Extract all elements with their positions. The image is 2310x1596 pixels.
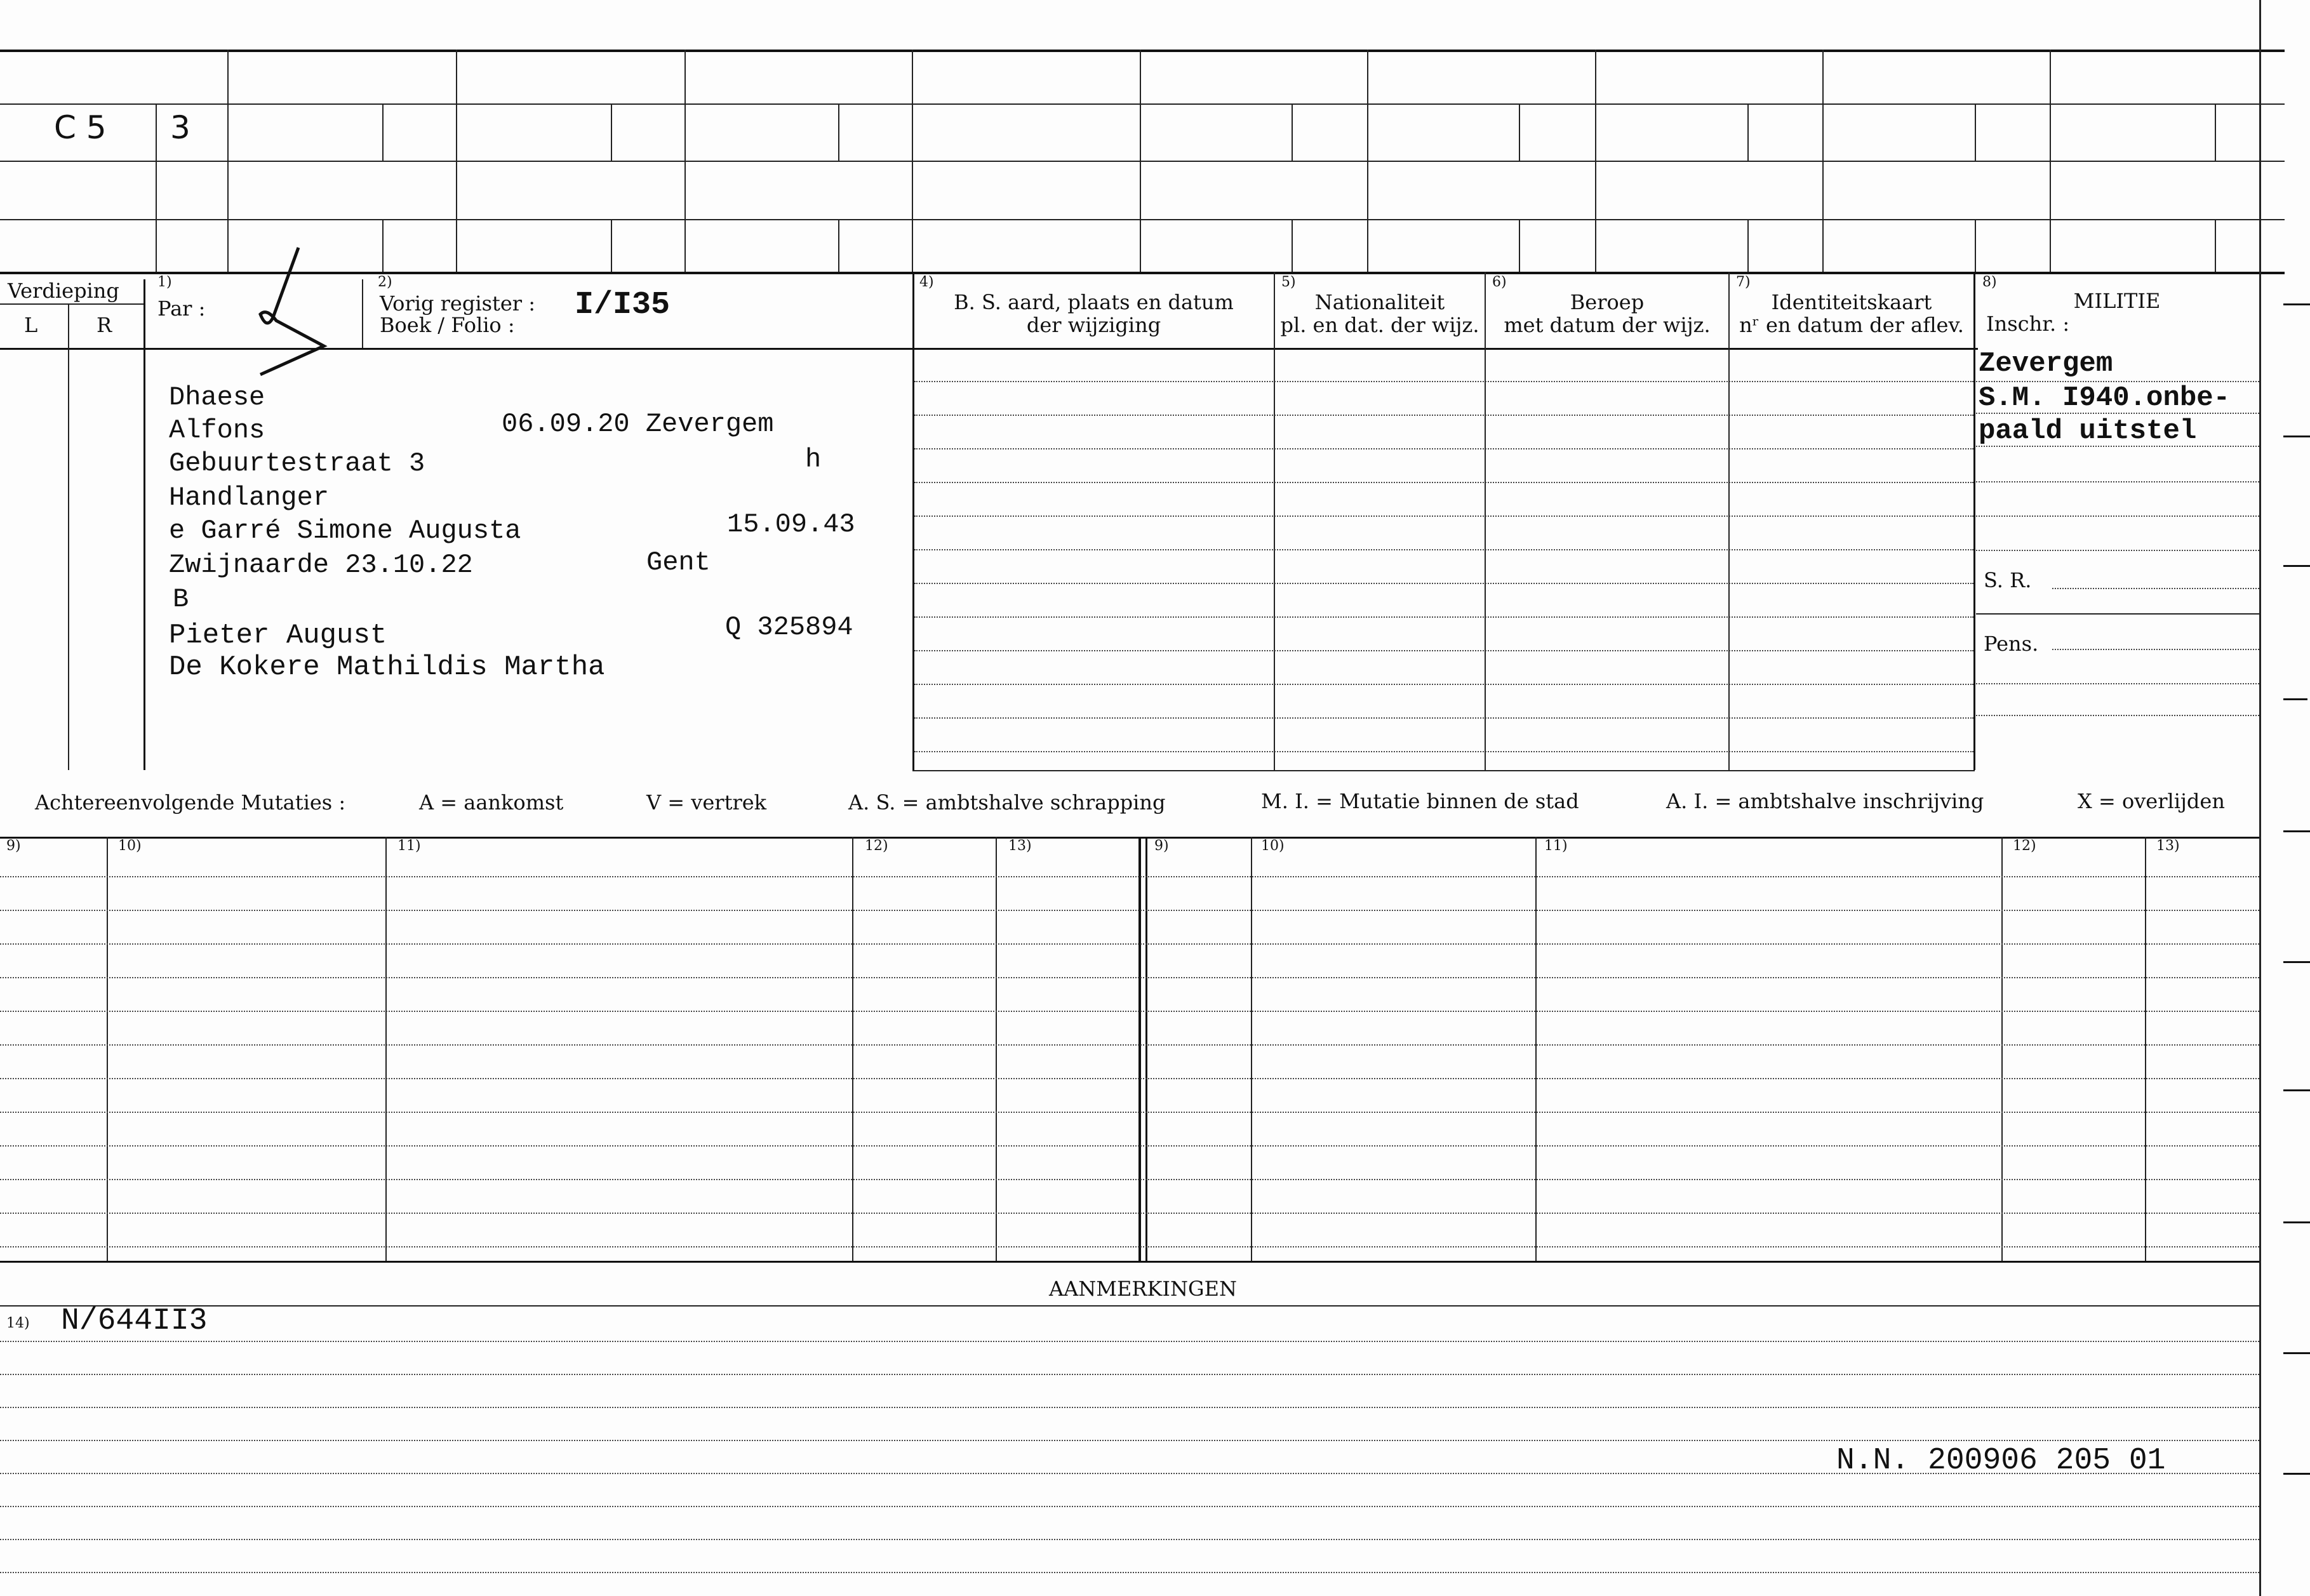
militie-header: MILITIE <box>2073 289 2161 313</box>
mut-col10: 10) <box>118 838 142 854</box>
grid-col <box>227 50 229 272</box>
ruled-line <box>0 1044 2259 1046</box>
grid-col <box>912 272 914 770</box>
edge-tick <box>2283 436 2310 437</box>
ruled-line <box>0 1145 2259 1147</box>
grid-col <box>2050 50 2051 272</box>
grid-col <box>362 279 363 348</box>
grid-col <box>684 50 686 272</box>
col1-num: 1) <box>157 274 172 290</box>
militie-line3: paald uitstel <box>1979 415 2197 447</box>
ruled-line <box>0 1572 2259 1573</box>
grid-col <box>1747 219 1749 272</box>
grid-line <box>1976 446 2259 447</box>
grid-col <box>996 837 997 1261</box>
spouse-birth: Zwijnaarde 23.10.22 <box>169 550 473 580</box>
ruled-line <box>914 448 1973 449</box>
grid-col <box>1519 219 1520 272</box>
edge-tick <box>2283 565 2310 567</box>
edge-tick <box>2283 1221 2310 1223</box>
grid-col <box>1975 219 1976 272</box>
nn-number: N.N. 200906 205 01 <box>1836 1444 2166 1478</box>
ruled-line <box>0 1011 2259 1012</box>
grid-col <box>1747 103 1749 161</box>
verdieping-label: Verdieping <box>8 279 119 303</box>
legend-x: X = overlijden <box>2078 789 2225 813</box>
ruled-line <box>914 415 1973 416</box>
legend-as: A. S. = ambtshalve schrapping <box>848 790 1166 815</box>
ruled-line <box>0 1440 2259 1441</box>
grid-line <box>0 272 2285 274</box>
aanmerkingen-value: N/644II3 <box>61 1304 208 1338</box>
ruled-line <box>0 1374 2259 1375</box>
beroep-header-line2: met datum der wijz. <box>1504 313 1711 337</box>
right-border <box>2259 0 2261 1596</box>
ruled-line <box>914 650 1973 651</box>
aanmerkingen-num: 14) <box>6 1315 30 1331</box>
col5-num: 5) <box>1281 274 1296 290</box>
grid-col <box>382 103 384 161</box>
grid-col <box>1728 272 1730 770</box>
legend-v: V = vertrek <box>646 790 767 815</box>
ruled-line <box>914 684 1973 685</box>
ruled-line <box>0 977 2259 978</box>
grid-col <box>1292 219 1293 272</box>
grid-col <box>1519 103 1520 161</box>
grid-col <box>611 219 612 272</box>
col7-num: 7) <box>1736 274 1751 290</box>
vorig-label: Vorig register : <box>380 291 536 316</box>
ruled-line <box>914 381 1973 382</box>
marriage-place: Gent <box>646 547 711 578</box>
nat-header-line2: pl. en dat. der wijz. <box>1280 313 1479 337</box>
grid-line <box>0 1305 2259 1307</box>
militie-place: Zevergem <box>1979 348 2113 380</box>
ruled-line <box>914 482 1973 483</box>
card-code-right: 3 <box>170 109 190 146</box>
ruled-line <box>0 1407 2259 1408</box>
profession: Handlanger <box>169 482 330 513</box>
ruled-line <box>0 943 2259 945</box>
edge-tick <box>2283 830 2310 832</box>
mutaties-top <box>0 837 2259 839</box>
grid-col <box>156 103 157 272</box>
id-header-line1: Identiteitskaart <box>1771 290 1932 314</box>
grid-line <box>0 303 145 305</box>
surname: Dhaese <box>169 382 265 413</box>
spouse: e Garré Simone Augusta <box>169 515 521 546</box>
marriage-date: 15.09.43 <box>727 509 855 540</box>
legend-a: A = aankomst <box>419 790 564 815</box>
id-header-line2: nʳ en datum der aflev. <box>1739 313 1964 337</box>
grid-col <box>1973 272 1975 770</box>
ruled-line <box>914 751 1973 752</box>
ruled-line <box>914 515 1973 517</box>
edge-tick <box>2283 961 2310 963</box>
mut-col13: 13) <box>1008 838 1032 854</box>
ruled-line <box>914 616 1973 618</box>
grid-col <box>1485 272 1486 770</box>
mut-col10b: 10) <box>1261 838 1285 854</box>
grid-col <box>107 837 108 1261</box>
grid-col <box>912 50 913 272</box>
ruled-line <box>0 1078 2259 1079</box>
inschr-label: Inschr. : <box>1986 312 2070 336</box>
bs-header-line1: B. S. aard, plaats en datum <box>954 290 1234 314</box>
grid-col <box>456 50 457 272</box>
ruled-line <box>0 1179 2259 1180</box>
ruled-line <box>914 549 1973 550</box>
grid-col <box>385 837 387 1261</box>
card-code-left: C 5 <box>54 109 107 146</box>
grid-col <box>382 219 384 272</box>
ruled-line <box>0 1246 2259 1247</box>
grid-line <box>1976 613 2259 615</box>
grid-col <box>68 303 69 770</box>
grid-line <box>2052 649 2259 650</box>
grid-col <box>144 279 145 770</box>
legend-mi: M. I. = Mutatie binnen de stad <box>1261 789 1579 813</box>
id-number: Q 325894 <box>725 612 853 642</box>
col2-num: 2) <box>378 274 392 290</box>
grid-col <box>1138 837 1141 1261</box>
par-checkmark-icon <box>248 241 330 387</box>
mut-col12: 12) <box>865 838 888 854</box>
vorig-value: I/I35 <box>575 287 671 323</box>
aanmerkingen-top <box>0 1261 2259 1263</box>
ruled-line <box>0 876 2259 877</box>
r-label: R <box>97 313 112 337</box>
grid-col <box>1274 272 1275 770</box>
mutaties-title: Achtereenvolgende Mutaties : <box>35 790 346 815</box>
grid-line <box>0 103 2285 105</box>
ruled-line <box>0 1112 2259 1113</box>
l-label: L <box>24 313 38 337</box>
grid-col <box>611 103 612 161</box>
grid-col <box>1535 837 1537 1261</box>
grid-col <box>2215 103 2216 161</box>
h-mark: h <box>805 444 822 475</box>
col8-num: 8) <box>1982 274 1997 290</box>
mut-col12b: 12) <box>2013 838 2036 854</box>
legend-ai: A. I. = ambtshalve inschrijving <box>1666 789 1984 813</box>
grid-col <box>1595 50 1596 272</box>
b-mark: B <box>173 584 189 615</box>
mut-col11b: 11) <box>1544 838 1568 854</box>
grid-line <box>1976 550 2259 551</box>
mut-col11: 11) <box>397 838 421 854</box>
ruled-line <box>0 1506 2259 1507</box>
father: Pieter August <box>169 620 387 651</box>
birth-date-place: 06.09.20 Zevergem <box>502 409 774 439</box>
nat-header-line1: Nationaliteit <box>1314 290 1445 314</box>
col4-num: 4) <box>919 274 934 290</box>
col6-num: 6) <box>1492 274 1507 290</box>
grid-col <box>838 103 839 161</box>
mut-col13b: 13) <box>2156 838 2180 854</box>
grid-line <box>1976 683 2259 684</box>
grid-col <box>1292 103 1293 161</box>
grid-col <box>2215 219 2216 272</box>
aanmerkingen-title: AANMERKINGEN <box>1049 1277 1237 1301</box>
ruled-line <box>0 1539 2259 1540</box>
grid-line <box>1976 515 2259 517</box>
grid-line <box>2052 588 2259 589</box>
grid-col <box>1822 50 1824 272</box>
bs-header-line2: der wijziging <box>1026 313 1161 337</box>
ruled-line <box>0 1473 2259 1474</box>
pens-label: Pens. <box>1984 632 2039 656</box>
grid-col <box>1367 50 1368 272</box>
edge-tick <box>2283 698 2307 700</box>
edge-tick <box>2283 1352 2310 1354</box>
grid-col <box>1251 837 1252 1261</box>
beroep-header-line1: Beroep <box>1570 290 1645 314</box>
edge-tick <box>2283 1089 2310 1091</box>
mother: De Kokere Mathildis Martha <box>169 651 605 683</box>
grid-line <box>912 770 1975 771</box>
grid-line <box>1976 481 2259 482</box>
grid-line <box>1976 413 2259 414</box>
grid-line <box>0 161 2285 162</box>
grid-col <box>2145 837 2146 1261</box>
grid-col <box>2001 837 2003 1261</box>
mut-col9b: 9) <box>1154 838 1169 854</box>
firstname: Alfons <box>169 415 265 446</box>
edge-tick <box>2283 303 2310 305</box>
grid-line <box>1976 715 2259 716</box>
top-border <box>0 50 2285 52</box>
ruled-line <box>914 583 1973 584</box>
ruled-line <box>0 1341 2259 1342</box>
ruled-line <box>0 1213 2259 1214</box>
grid-col <box>1140 50 1141 272</box>
ruled-line <box>0 910 2259 911</box>
address: Gebuurtestraat 3 <box>169 448 425 479</box>
boek-label: Boek / Folio : <box>380 313 515 337</box>
ruled-line <box>914 717 1973 719</box>
grid-col <box>1975 103 1976 161</box>
grid-col <box>1145 837 1147 1261</box>
edge-tick <box>2283 1473 2310 1475</box>
grid-line <box>1976 381 2259 382</box>
grid-col <box>838 219 839 272</box>
grid-col <box>852 837 853 1261</box>
grid-line <box>0 219 2285 220</box>
sr-label: S. R. <box>1984 568 2032 592</box>
mut-col9: 9) <box>6 838 21 854</box>
militie-line2: S.M. I940.onbe- <box>1979 382 2231 414</box>
par-label: Par : <box>157 296 206 321</box>
